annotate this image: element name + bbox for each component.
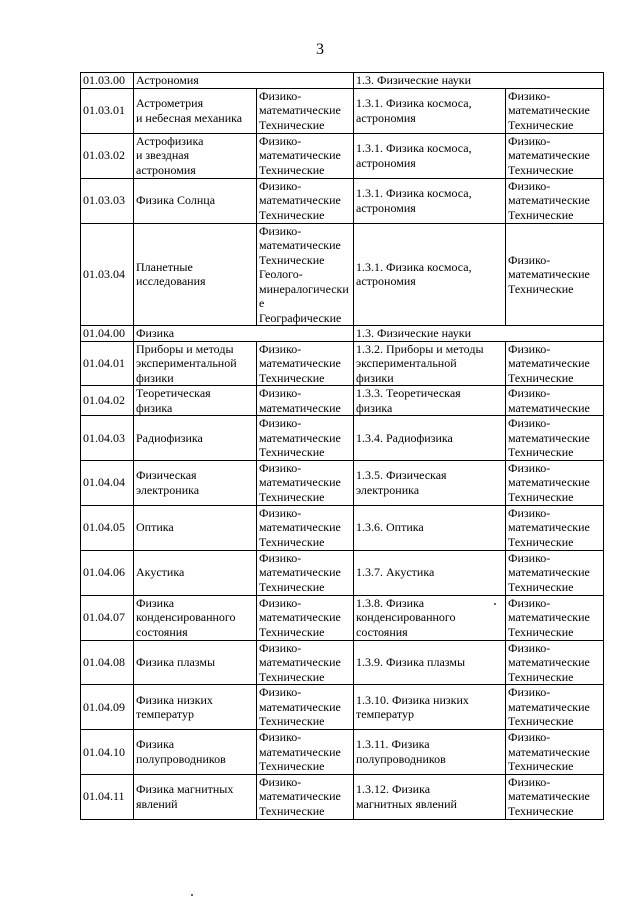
science-branches-line: Физико- [259, 178, 302, 193]
specialty-code: 01.04.08 [81, 640, 134, 685]
science-branches-line: Физико- [259, 774, 302, 789]
science-branches-line: Физико- [259, 133, 302, 148]
new-specialty-line: 1.3.2. Приборы и методы [356, 341, 484, 356]
specialty-name-line: электроника [136, 482, 200, 497]
new-science-branches-line: Физико- [508, 88, 551, 103]
science-branches-line: математические [259, 699, 341, 714]
new-science-branches-line: математические [508, 400, 590, 415]
new-science-branches-line: Технические [508, 117, 574, 132]
new-science-branches-line: Технические [508, 445, 574, 459]
new-science-branches [506, 730, 604, 775]
science-branches-line: Физико- [259, 223, 302, 238]
specialty-name-line: конденсированного [136, 610, 236, 625]
science-branches-line: Физико- [259, 341, 302, 356]
specialty-name-line: физики [136, 370, 174, 385]
new-specialty-line: полупроводников [356, 751, 446, 766]
new-specialty-line: 1.3.3. Теоретическая [356, 386, 461, 400]
science-branches [257, 416, 354, 461]
new-specialty [354, 595, 506, 640]
science-branches-line: математические [259, 789, 341, 804]
new-science-branches-line: Физико- [508, 341, 551, 356]
new-science-branches-line: Физико- [508, 178, 551, 193]
new-science-branches-line: математические [508, 103, 590, 118]
specialty-name-line: явлений [136, 796, 178, 811]
science-branches-line: Технические [259, 714, 325, 729]
specialty-name [134, 550, 257, 595]
science-branches-line: Физико- [259, 505, 302, 520]
new-specialty [354, 133, 506, 178]
new-science-branches-line: Физико- [508, 640, 551, 655]
new-specialty [354, 416, 506, 461]
science-branches-line: математические [259, 520, 341, 535]
new-specialty [354, 685, 506, 730]
science-branches [257, 460, 354, 505]
new-science-branches-line: Технические [508, 624, 574, 639]
new-specialty-line: конденсированного [356, 610, 456, 625]
science-branches-line: Технические [259, 803, 325, 818]
new-science-branches-line: математические [508, 565, 590, 580]
new-science-branches-line: Технические [508, 534, 574, 549]
table-row [81, 730, 604, 775]
new-specialty-line: 1.3.9. Физика плазмы [356, 655, 466, 669]
specialty-name-line: состояния [136, 624, 188, 639]
science-branches-line: математические [259, 193, 341, 208]
group-name: Астрономия [134, 73, 354, 89]
science-branches-line: Физико- [259, 685, 302, 700]
specialty-code: 01.04.04 [81, 460, 134, 505]
new-specialty [354, 505, 506, 550]
specialty-name-line: физика [136, 400, 173, 415]
table-row [81, 640, 604, 685]
new-science-branches [506, 88, 604, 133]
specialty-code: 01.04.02 [81, 386, 134, 416]
table-row [81, 223, 604, 326]
table-row [81, 774, 604, 819]
new-specialty [354, 550, 506, 595]
new-science-branches-line: Технические [508, 489, 574, 504]
new-specialty [354, 178, 506, 223]
science-branches-line: Технические [259, 759, 325, 773]
science-branches-line: Физико- [259, 595, 302, 610]
new-science-branches-line: Технические [508, 162, 574, 177]
new-specialty [354, 88, 506, 133]
table-body [81, 73, 604, 820]
table-row [81, 416, 604, 461]
new-specialty-line: температур [356, 707, 415, 721]
specialty-code: 01.04.01 [81, 341, 134, 386]
new-science-branches-line: математические [508, 744, 590, 759]
new-specialty-line: астрономия [356, 274, 416, 289]
science-branches [257, 595, 354, 640]
group-specialty: 1.3. Физические науки [354, 326, 604, 342]
specialty-name [134, 685, 257, 730]
specialty-code: 01.03.01 [81, 88, 134, 133]
new-science-branches-line: математические [508, 356, 590, 370]
specialties-table [80, 72, 604, 820]
table-row [81, 460, 604, 505]
new-specialty-line: астрономия [356, 110, 416, 125]
science-branches-line: Технические [259, 370, 325, 385]
science-branches [257, 774, 354, 819]
specialty-name [134, 88, 257, 133]
new-science-branches-line: математические [508, 610, 590, 625]
group-code: 01.03.00 [81, 73, 134, 89]
table-row [81, 341, 604, 386]
specialty-name-line: и небесная механика [136, 110, 243, 125]
group-name: Физика [134, 326, 354, 342]
science-branches [257, 386, 354, 416]
new-science-branches-line: математические [508, 475, 590, 490]
new-specialty-line: астрономия [356, 155, 416, 170]
science-branches [257, 178, 354, 223]
specialty-name-line: Оптика [136, 520, 174, 535]
group-code: 01.04.00 [81, 326, 134, 342]
science-branches-line: математические [259, 610, 341, 625]
new-science-branches-line: Физико- [508, 416, 551, 430]
new-specialty-line: 1.3.1. Физика космоса, [356, 186, 472, 200]
science-branches-line: Геолого- [259, 267, 303, 281]
science-branches [257, 133, 354, 178]
new-science-branches [506, 460, 604, 505]
new-science-branches-line: Технические [508, 714, 574, 729]
new-science-branches-line: Физико- [508, 730, 551, 744]
specialty-name-line: Физика плазмы [136, 655, 216, 669]
science-branches-line: Технические [259, 207, 325, 222]
specialty-name-line: Физическая [136, 468, 197, 482]
new-specialty-line: 1.3.4. Радиофизика [356, 430, 453, 445]
science-branches-line: Технические [259, 489, 325, 504]
specialty-name [134, 640, 257, 685]
specialty-name-line: Радиофизика [136, 430, 203, 445]
group-header-row [81, 73, 604, 89]
specialty-name [134, 341, 257, 386]
new-science-branches-line: Физико- [508, 595, 551, 610]
new-science-branches [506, 178, 604, 223]
new-science-branches-line: Физико- [508, 774, 551, 789]
new-specialty [354, 460, 506, 505]
science-branches-line: математические [259, 430, 341, 445]
specialty-name-line: Планетные [136, 259, 193, 274]
new-specialty [354, 774, 506, 819]
science-branches-line: Технические [259, 445, 325, 459]
new-science-branches-line: математические [508, 655, 590, 669]
new-science-branches [506, 223, 604, 326]
new-specialty-line: 1.3.11. Физика [356, 737, 430, 752]
new-science-branches [506, 416, 604, 461]
science-branches [257, 685, 354, 730]
new-science-branches [506, 774, 604, 819]
new-science-branches [506, 685, 604, 730]
science-branches-line: Физико- [259, 88, 302, 103]
specialty-name-line: температур [136, 707, 195, 721]
science-branches-line: Технические [259, 162, 325, 177]
new-science-branches-line: математические [508, 430, 590, 445]
new-science-branches-line: математические [508, 789, 590, 804]
new-science-branches-line: Физико- [508, 252, 551, 267]
table-row [81, 505, 604, 550]
specialty-code: 01.03.02 [81, 133, 134, 178]
specialty-name-line: полупроводников [136, 751, 226, 766]
specialty-name-line: астрономия [136, 162, 196, 177]
new-science-branches-line: математические [508, 699, 590, 714]
science-branches-line: математические [259, 565, 341, 580]
specialty-name-line: Теоретическая [136, 386, 211, 400]
scan-speck [191, 894, 193, 896]
specialty-code: 01.04.05 [81, 505, 134, 550]
new-specialty-line: физики [356, 370, 394, 385]
table-row [81, 550, 604, 595]
science-branches-line: математические [259, 655, 341, 669]
science-branches [257, 730, 354, 775]
new-science-branches-line: Технические [508, 281, 574, 296]
new-science-branches-line: Технические [508, 803, 574, 818]
table-row [81, 595, 604, 640]
new-science-branches-line: математические [508, 520, 590, 535]
new-science-branches [506, 640, 604, 685]
specialty-name [134, 505, 257, 550]
new-specialty-line: 1.3.1. Физика космоса, [356, 141, 472, 155]
table-row [81, 133, 604, 178]
science-branches-line: Физико- [259, 416, 302, 430]
new-science-branches-line: математические [508, 193, 590, 208]
specialty-name [134, 223, 257, 326]
new-science-branches [506, 386, 604, 416]
new-specialty [354, 223, 506, 326]
science-branches-line: математические [259, 103, 341, 118]
new-science-branches-line: Технические [508, 370, 574, 385]
specialty-name [134, 595, 257, 640]
table-row [81, 178, 604, 223]
new-specialty-line: 1.3.12. Физика [356, 782, 431, 796]
new-science-branches-line: Технические [508, 669, 574, 684]
science-branches [257, 341, 354, 386]
science-branches-line: Физико- [259, 640, 302, 655]
new-specialty-line: 1.3.8. Физика [356, 595, 425, 610]
science-branches-line: Физико- [259, 460, 302, 475]
page-number: 3 [316, 41, 324, 58]
scan-speck [494, 603, 496, 605]
science-branches-line: математические [259, 744, 341, 759]
science-branches-line: Физико- [259, 550, 302, 565]
new-specialty [354, 730, 506, 775]
specialty-name [134, 730, 257, 775]
science-branches [257, 640, 354, 685]
specialty-name-line: исследования [136, 274, 206, 289]
new-specialty-line: состояния [356, 624, 408, 639]
new-science-branches [506, 505, 604, 550]
new-science-branches-line: Технические [508, 759, 574, 773]
specialty-name-line: экспериментальной [136, 356, 237, 370]
specialty-name [134, 416, 257, 461]
science-branches-line: Технические [259, 534, 325, 549]
new-science-branches-line: Физико- [508, 685, 551, 700]
new-science-branches-line: Физико- [508, 386, 551, 400]
science-branches-line: математические [259, 356, 341, 370]
new-science-branches-line: Физико- [508, 550, 551, 565]
science-branches-line: Географические [259, 310, 342, 325]
new-science-branches-line: Физико- [508, 133, 551, 148]
group-header-row [81, 326, 604, 342]
specialty-code: 01.04.11 [81, 774, 134, 819]
specialty-name [134, 133, 257, 178]
new-specialty-line: 1.3.6. Оптика [356, 520, 424, 535]
specialty-name-line: Приборы и методы [136, 341, 234, 356]
new-science-branches [506, 550, 604, 595]
science-branches-line: математические [259, 238, 341, 252]
science-branches [257, 505, 354, 550]
specialty-code: 01.04.07 [81, 595, 134, 640]
science-branches-line: математические [259, 475, 341, 490]
new-specialty [354, 341, 506, 386]
new-science-branches-line: математические [508, 267, 590, 281]
science-branches-line: Физико- [259, 386, 302, 400]
new-science-branches-line: Технические [508, 579, 574, 594]
table-row [81, 685, 604, 730]
specialty-code: 01.03.04 [81, 223, 134, 326]
new-science-branches [506, 341, 604, 386]
new-science-branches [506, 595, 604, 640]
specialty-code: 01.04.06 [81, 550, 134, 595]
science-branches-line: Технические [259, 669, 325, 684]
table-row [81, 88, 604, 133]
specialty-name-line: и звездная [136, 148, 190, 163]
science-branches [257, 88, 354, 133]
specialty-name-line: Физика [136, 595, 175, 610]
science-branches [257, 550, 354, 595]
science-branches-line: Технические [259, 579, 325, 594]
new-specialty-line: 1.3.1. Физика космоса, [356, 259, 472, 274]
new-specialty-line: астрономия [356, 200, 416, 215]
specialty-name [134, 460, 257, 505]
specialty-name [134, 774, 257, 819]
specialty-name-line: Физика магнитных [136, 782, 234, 796]
new-specialty-line: 1.3.5. Физическая [356, 468, 447, 482]
new-specialty [354, 386, 506, 416]
science-branches [257, 223, 354, 326]
table-row [81, 386, 604, 416]
specialty-code: 01.04.10 [81, 730, 134, 775]
specialty-name-line: Физика [136, 737, 175, 752]
specialty-code: 01.03.03 [81, 178, 134, 223]
new-science-branches-line: Технические [508, 207, 574, 222]
specialty-name-line: Астрофизика [136, 133, 204, 148]
science-branches-line: Технические [259, 624, 325, 639]
specialty-name-line: Физика низких [136, 692, 213, 707]
science-branches-line: математические [259, 148, 341, 163]
new-science-branches [506, 133, 604, 178]
new-specialty-line: физика [356, 400, 393, 415]
science-branches-line: минералогические [259, 281, 349, 310]
new-science-branches-line: Физико- [508, 505, 551, 520]
science-branches-line: Технические [259, 117, 325, 132]
new-science-branches-line: Физико- [508, 460, 551, 475]
specialty-name-line: Астрометрия [136, 96, 204, 110]
specialty-code: 01.04.03 [81, 416, 134, 461]
new-specialty-line: магнитных явлений [356, 796, 457, 811]
specialty-name [134, 386, 257, 416]
new-specialty-line: 1.3.7. Акустика [356, 565, 435, 580]
specialty-name-line: Акустика [136, 565, 185, 580]
new-specialty-line: электроника [356, 482, 420, 497]
new-specialty [354, 640, 506, 685]
specialty-name-line: Физика Солнца [136, 193, 216, 208]
science-branches-line: Физико- [259, 730, 302, 744]
specialty-code: 01.04.09 [81, 685, 134, 730]
new-science-branches-line: математические [508, 148, 590, 163]
new-specialty-line: 1.3.10. Физика низких [356, 692, 469, 707]
specialty-name [134, 178, 257, 223]
new-specialty-line: экспериментальной [356, 356, 457, 370]
new-specialty-line: 1.3.1. Физика космоса, [356, 96, 472, 110]
science-branches-line: математические [259, 400, 341, 415]
group-specialty: 1.3. Физические науки [354, 73, 604, 89]
science-branches-line: Технические [259, 252, 325, 267]
